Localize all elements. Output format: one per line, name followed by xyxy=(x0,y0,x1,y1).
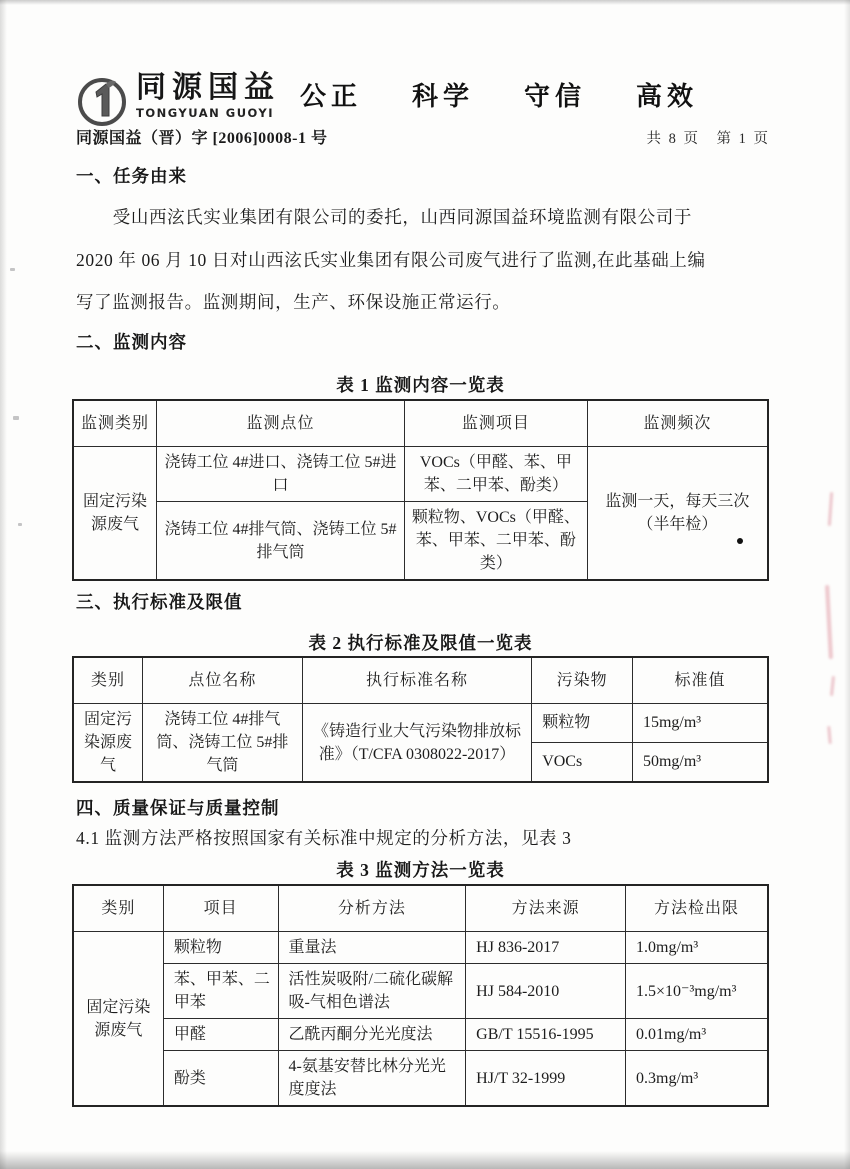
pollutant-cell: 颗粒物 xyxy=(532,704,633,743)
monitoring-content-table xyxy=(72,399,769,581)
table3-title: 表 3 监测方法一览表 xyxy=(336,860,505,880)
source-cell: HJ 836-2017 xyxy=(466,932,626,964)
method-cell: 4-氨基安替比林分光光度度法 xyxy=(278,1051,466,1107)
scan-speck xyxy=(10,268,15,271)
item-cell: 甲醛 xyxy=(163,1019,278,1051)
column-header: 方法来源 xyxy=(466,885,626,932)
scan-edge-bottom xyxy=(0,1151,850,1169)
red-stamp-bleed-mark xyxy=(830,676,835,696)
slogan-word: 科学 xyxy=(412,82,475,112)
brand-text-block xyxy=(136,72,280,120)
paragraph-line: 2020 年 06 月 10 日对山西泫氏实业集团有限公司废气进行了监测,在此基础上编 xyxy=(76,250,706,270)
scan-edge-top xyxy=(0,0,850,5)
column-header: 分析方法 xyxy=(278,885,466,932)
table-row xyxy=(73,704,768,743)
standard-name-cell: 《铸造行业大气污染物排放标准》（T/CFA 0308022-2017） xyxy=(302,704,531,783)
pollutant-cell: VOCs xyxy=(532,742,633,782)
column-header: 执行标准名称 xyxy=(302,657,531,704)
column-header: 点位名称 xyxy=(143,657,303,704)
detection-limit-cell: 1.0mg/m³ xyxy=(626,932,769,964)
column-header: 标准值 xyxy=(632,657,768,704)
column-header: 方法检出限 xyxy=(626,885,769,932)
scan-edge-left xyxy=(0,0,7,1169)
table1-title: 表 1 监测内容一览表 xyxy=(336,375,505,395)
column-header: 类别 xyxy=(73,657,143,704)
source-cell: GB/T 15516-1995 xyxy=(466,1019,626,1051)
method-cell: 重量法 xyxy=(278,932,466,964)
detection-limit-cell: 0.01mg/m³ xyxy=(626,1019,769,1051)
item-cell: 酚类 xyxy=(163,1051,278,1107)
detection-limit-cell: 1.5×10⁻³mg/m³ xyxy=(626,964,769,1019)
column-header: 监测频次 xyxy=(587,400,768,447)
source-cell: HJ/T 32-1999 xyxy=(466,1051,626,1107)
page-count-indicator: 共 8 页 第 1 页 xyxy=(646,131,770,147)
company-logo xyxy=(76,72,280,128)
table-header-row xyxy=(73,400,768,447)
point-name-cell: 浇铸工位 4#排气筒、浇铸工位 5#排气筒 xyxy=(143,704,303,783)
table-row xyxy=(73,1019,768,1051)
column-header: 污染物 xyxy=(532,657,633,704)
method-cell: 活性炭吸附/二硫化碳解吸-气相色谱法 xyxy=(278,964,466,1019)
items-cell: VOCs（甲醛、苯、甲苯、二甲苯、酚类） xyxy=(405,447,588,502)
paragraph-line: 写了监测报告。监测期间，生产、环保设施正常运行。 xyxy=(76,292,511,312)
scan-speck xyxy=(18,523,22,526)
document-meta-row xyxy=(76,125,770,148)
column-header: 监测项目 xyxy=(405,400,588,447)
category-cell: 固定污染源废气 xyxy=(73,704,143,783)
slogan-word: 公正 xyxy=(300,82,363,112)
red-stamp-bleed-mark xyxy=(827,726,832,744)
table-row xyxy=(73,1051,768,1107)
company-slogan xyxy=(300,76,698,113)
table-header-row xyxy=(73,657,768,704)
red-stamp-bleed-mark xyxy=(828,492,833,526)
standards-limits-table xyxy=(72,656,769,783)
table2-title: 表 2 执行标准及限值一览表 xyxy=(308,633,533,653)
section1-heading: 一、任务由来 xyxy=(76,166,187,186)
column-header: 类别 xyxy=(73,885,163,932)
document-number: 同源国益（晋）字 [2006]0008-1 号 xyxy=(76,130,328,147)
methods-table xyxy=(72,884,769,1107)
table-row xyxy=(73,447,768,502)
logo-circle-1-icon xyxy=(76,72,128,128)
brand-name-en: TONGYUAN GUOYI xyxy=(136,106,275,120)
items-cell: 颗粒物、VOCs（甲醛、苯、甲苯、二甲苯、酚类） xyxy=(405,502,588,581)
column-header: 项目 xyxy=(163,885,278,932)
table-row xyxy=(73,932,768,964)
item-cell: 颗粒物 xyxy=(163,932,278,964)
scan-edge-right xyxy=(844,0,850,1169)
scan-speck xyxy=(13,416,19,420)
slogan-word: 守信 xyxy=(524,82,587,112)
red-stamp-bleed-mark xyxy=(825,585,833,659)
column-header: 监测类别 xyxy=(73,400,156,447)
paragraph-line: 受山西泫氏实业集团有限公司的委托，山西同源国益环境监测有限公司于 xyxy=(112,207,692,227)
source-cell: HJ 584-2010 xyxy=(466,964,626,1019)
point-cell: 浇铸工位 4#进口、浇铸工位 5#进口 xyxy=(156,447,404,502)
brand-name-cn: 同源国益 xyxy=(136,70,280,105)
section2-heading: 二、监测内容 xyxy=(76,332,187,352)
item-cell: 苯、甲苯、二甲苯 xyxy=(163,964,278,1019)
section3-heading: 三、执行标准及限值 xyxy=(76,592,243,612)
pen-dot-mark xyxy=(737,538,743,544)
section4-line: 4.1 监测方法严格按照国家有关标准中规定的分析方法，见表 3 xyxy=(76,828,572,848)
method-cell: 乙酰丙酮分光光度法 xyxy=(278,1019,466,1051)
category-cell: 固定污染源废气 xyxy=(73,932,163,1107)
point-cell: 浇铸工位 4#排气筒、浇铸工位 5#排气筒 xyxy=(156,502,404,581)
slogan-word: 高效 xyxy=(636,82,699,112)
table-header-row xyxy=(73,885,768,932)
category-cell: 固定污染源废气 xyxy=(73,447,156,581)
table-row xyxy=(73,964,768,1019)
limit-cell: 50mg/m³ xyxy=(632,742,768,782)
limit-cell: 15mg/m³ xyxy=(632,704,768,743)
section4-heading: 四、质量保证与质量控制 xyxy=(76,798,280,818)
column-header: 监测点位 xyxy=(156,400,404,447)
detection-limit-cell: 0.3mg/m³ xyxy=(626,1051,769,1107)
frequency-cell: 监测一天，每天三次（半年检） xyxy=(587,447,768,581)
